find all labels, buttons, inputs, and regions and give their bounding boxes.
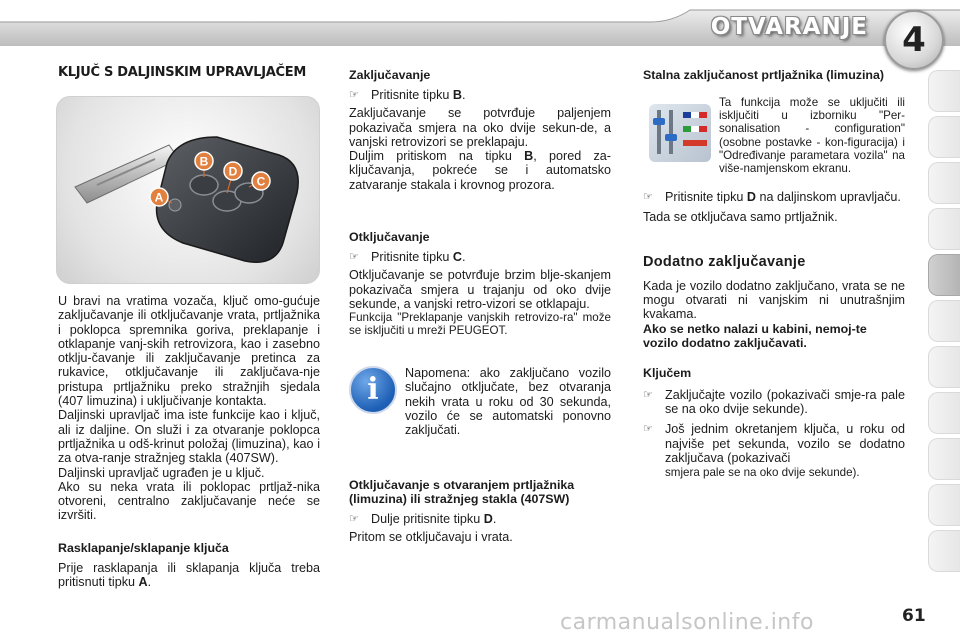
watermark: carmanualsonline.info <box>560 610 814 635</box>
open-doors-paragraph: Ako su neka vrata ili poklopac prtljaž-nika otvoreni, centralno zaključavanje neće se izvršiti. <box>58 479 320 523</box>
lock-long-press-paragraph: Duljim pritiskom na tipku B, pored za-ključavanja, pokreće se i automatsko zatvaranje stakala i krovnog prozora. <box>349 149 611 192</box>
integrated-paragraph: Daljinski upravljač ugrađen je u ključ. <box>58 465 265 480</box>
chapter-tab[interactable] <box>928 530 960 572</box>
with-key-bullet-1: ☞ Zaključajte vozilo (pokazivači smje-ra pale se na oko dvije sekunde). <box>643 387 905 417</box>
chapter-title: OTVARANJE <box>710 14 868 40</box>
permanent-lock-bullet: ☞ Pritisnite tipku D na daljinskom upravljaču. <box>643 190 901 204</box>
chapter-tab[interactable] <box>928 484 960 526</box>
right-column-top <box>643 68 905 82</box>
chapter-tab[interactable] <box>928 162 960 204</box>
hand-pointer-icon: ☞ <box>349 513 359 525</box>
chapter-tab[interactable] <box>928 70 960 112</box>
page-number: 61 <box>902 606 926 626</box>
hand-pointer-icon: ☞ <box>643 388 653 401</box>
trunk-bullet: ☞ Dulje pritisnite tipku D. <box>349 512 497 526</box>
chapter-tab[interactable] <box>928 300 960 342</box>
extra-lock-heading: Dodatno zaključavanje <box>643 253 806 270</box>
key-label-c <box>252 172 270 190</box>
left-column-body <box>58 294 320 589</box>
chapter-tab-active[interactable] <box>928 254 960 296</box>
lock-heading: Zaključavanje <box>349 68 431 82</box>
chapter-tab[interactable] <box>928 116 960 158</box>
lock-bullet: ☞ Pritisnite tipku B. <box>349 88 466 102</box>
chapter-tab[interactable] <box>928 392 960 434</box>
permanent-lock-text <box>719 96 905 175</box>
with-key-bullet-2: ☞ Još jednim okretanjem ključa, u roku od najviše pet sekunda, vozilo se dodatno zaključava (pokazivači smjera pale se na oko dvije sekunde). <box>643 422 905 480</box>
unlock-bullet: ☞ Pritisnite tipku C. <box>349 250 466 265</box>
left-column <box>58 66 320 80</box>
key-label-d <box>224 162 242 180</box>
info-note <box>405 366 611 437</box>
intro-paragraph: U bravi na vratima vozača, ključ omo-gućuje zaključavanje ili otključavanje vrata, prtljažnika i poklopca spremnika goriva, preklapanje i otklapanje vanj-skih retrovizora, kao i zasebno otklju-čavanje ili zaključavanje pretinca za rukavice, otključavanje ili zaključava-nje pristupa prtljažniku preko stražnjih sjedala (407 limuzina) i uključivanje kontakta. <box>58 294 320 409</box>
svg-text:C: C <box>256 174 266 189</box>
hand-pointer-icon: ☞ <box>349 251 359 264</box>
info-note-text: Napomena: ako zaključano vozilo slučajno otključate, bez otvaranja nekih vrata u roku od 30 sekunda, vozilo će se automatski ponovno zaključati. <box>405 366 611 438</box>
key-release-button[interactable] <box>169 199 181 211</box>
mirror-function-note: Funkcija "Preklapanje vanjskih retrovizo-ra" može se isključiti u mreži PEUGEOT. <box>349 311 611 338</box>
middle-column-bottom <box>349 478 611 545</box>
svg-text:D: D <box>228 164 238 179</box>
fold-heading: Rasklapanje/sklapanje ključa <box>58 540 229 555</box>
middle-column <box>349 68 611 337</box>
trunk-paragraph: Pritom se otključavaju i vrata. <box>349 530 513 545</box>
chapter-tab[interactable] <box>928 438 960 480</box>
svg-text:B: B <box>199 154 209 169</box>
trunk-heading: Otključavanje s otvaranjem prtljažnika (limuzina) ili stražnjeg stakla (407SW) <box>349 478 575 506</box>
extra-lock-warning: Ako se netko nalazi u kabini, nemoj-te vozilo dodatno zaključavati. <box>643 321 867 350</box>
lock-paragraph: Zaključavanje se potvrđuje paljenjem pokazivača smjera na oko dvije sekun-de, a vanjski retrovizori se preklapaju. <box>349 106 611 149</box>
key-label-b <box>195 152 213 170</box>
remote-paragraph: Daljinski upravljač ima iste funkcije kao i ključ, ali iz daljine. On služi i za otvaranje poklopca prtljažnika u odš-krinut položaj (limuzina), kao i za otva-ranje stražnjeg stakla (407SW). <box>58 408 320 466</box>
hand-pointer-icon: ☞ <box>349 89 359 101</box>
unlock-heading: Otključavanje <box>349 230 430 245</box>
chapter-number-badge: 4 <box>884 10 944 70</box>
chapter-tab[interactable] <box>928 346 960 388</box>
hand-pointer-icon: ☞ <box>643 423 653 436</box>
key-label-a <box>150 188 168 206</box>
remote-key-illustration <box>56 96 320 284</box>
with-key-heading: Ključem <box>643 365 692 380</box>
permanent-lock-paragraph: Ta funkcija može se uključiti ili isključiti u izborniku "Per-sonalisation - configuration" (osobne postavke - kon-figuracija) i "Određivanje parametara vozila" na više-namjenskom ekranu. <box>719 96 905 176</box>
info-icon: i <box>349 366 397 414</box>
chapter-tab[interactable] <box>928 208 960 250</box>
key-button[interactable] <box>190 175 218 195</box>
fold-paragraph: Prije rasklapanja ili sklapanja ključa treba pritisnuti tipku A. <box>58 560 320 590</box>
chapter-tabs <box>928 70 960 580</box>
svg-text:A: A <box>154 190 164 205</box>
settings-illustration <box>649 104 711 162</box>
extra-lock-paragraph: Kada je vozilo dodatno zaključano, vrata se ne mogu otvarati ni vanjskim ni unutrašnjim kvakama. <box>643 278 905 322</box>
right-column-mid <box>643 190 905 480</box>
key-drawing <box>57 97 319 283</box>
unlock-paragraph: Otključavanje se potvrđuje brzim blje-skanjem pokazivača smjera u trajanju od oko dvije sekunde, a vanjski retro-vizori se otklapaju. <box>349 268 611 311</box>
section-heading: KLJUČ S DALJINSKIM UPRAVLJAČEM <box>58 65 307 80</box>
trunk-only-paragraph: Tada se otključava samo prtljažnik. <box>643 210 838 225</box>
permanent-lock-heading: Stalna zaključanost prtljažnika (limuzina) <box>643 68 884 82</box>
hand-pointer-icon: ☞ <box>643 191 653 203</box>
